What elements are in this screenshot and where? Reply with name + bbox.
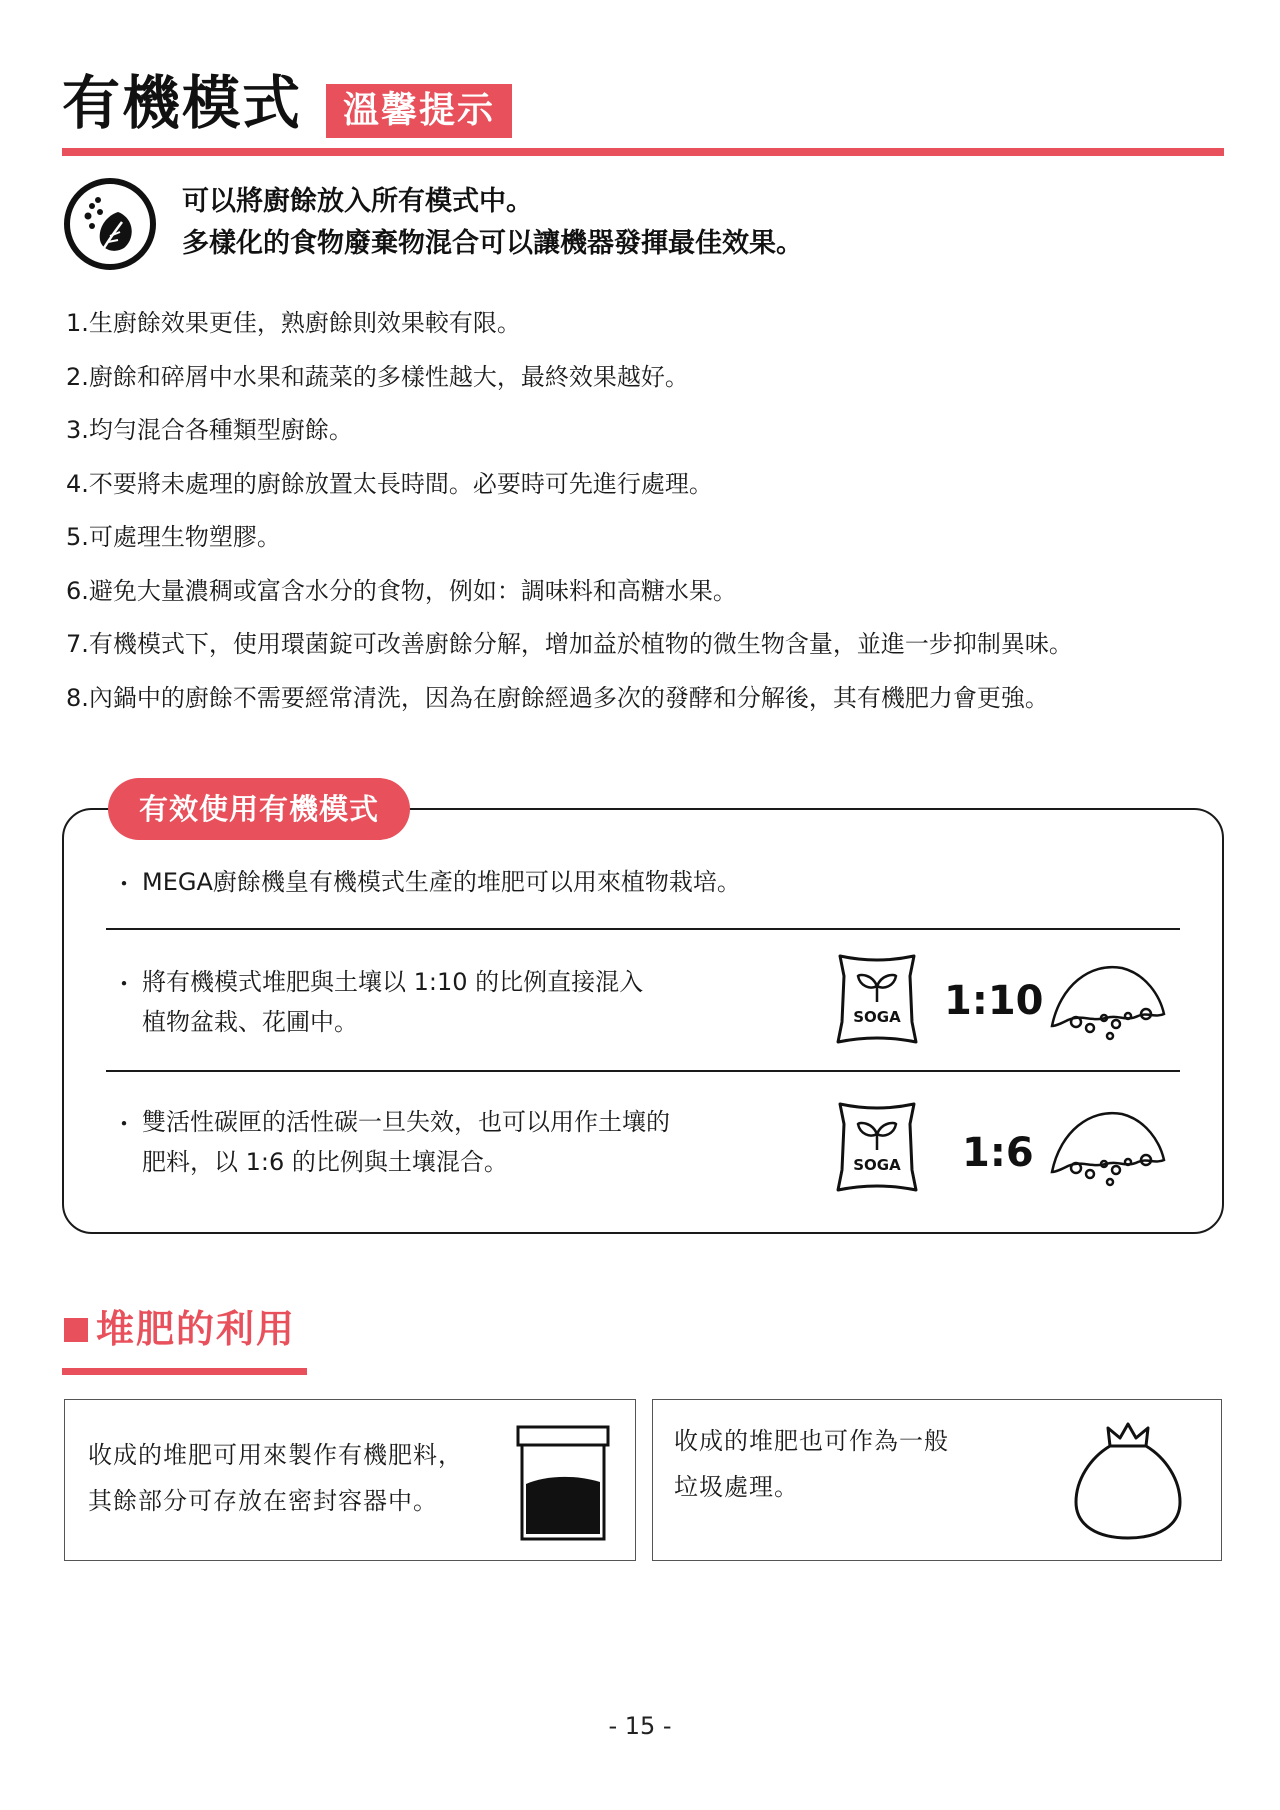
soil-pile-icon bbox=[1046, 1102, 1170, 1192]
bag-label: SOGA bbox=[853, 1156, 901, 1174]
ratio-1-10: 1:10 bbox=[944, 978, 1044, 1024]
list-item: 6.避免大量濃稠或富含水分的食物，例如：調味料和高糖水果。 bbox=[66, 576, 737, 605]
page-title: 有機模式 bbox=[62, 69, 303, 137]
tips-list bbox=[66, 297, 1073, 725]
usage-bullet-2-line-2: 植物盆栽、花圃中。 bbox=[142, 1008, 358, 1036]
list-item: 4.不要將未處理的廚餘放置太長時間。必要時可先進行處理。 bbox=[66, 469, 713, 498]
soil-bag-icon bbox=[832, 952, 922, 1046]
tips-badge: 溫馨提示 bbox=[326, 84, 512, 138]
list-item: 3.均勻混合各種類型廚餘。 bbox=[66, 416, 353, 444]
list-item: 5.可處理生物塑膠。 bbox=[66, 523, 281, 551]
divider bbox=[106, 1070, 1180, 1072]
leaf-icon bbox=[62, 176, 158, 272]
list-item: 7.有機模式下，使用環菌錠可改善廚餘分解，增加益於植物的微生物含量，並進一步抑制異味。 bbox=[66, 630, 1073, 658]
usage-bullet-1: MEGA廚餘機皇有機模式生產的堆肥可以用來植物栽培。 bbox=[142, 868, 741, 896]
page-number: - 15 - bbox=[608, 1712, 672, 1740]
bullet-mark: ・ bbox=[112, 1110, 136, 1138]
section-rule bbox=[62, 1368, 307, 1375]
tip-line-1: 可以將廚餘放入所有模式中。 bbox=[182, 186, 533, 217]
sealed-jar-icon bbox=[514, 1424, 612, 1542]
bullet-mark: ・ bbox=[112, 970, 136, 998]
tip-line-2: 多樣化的食物廢棄物混合可以讓機器發揮最佳效果。 bbox=[182, 228, 803, 259]
card1-line-2: 其餘部分可存放在密封容器中。 bbox=[88, 1487, 438, 1515]
card2-line-1: 收成的堆肥也可作為一般 bbox=[674, 1427, 949, 1455]
ratio-1-6: 1:6 bbox=[962, 1130, 1034, 1176]
divider bbox=[106, 928, 1180, 930]
bag-label: SOGA bbox=[853, 1008, 901, 1026]
usage-bullet-2-line-1: 將有機模式堆肥與土壤以 1:10 的比例直接混入 bbox=[142, 968, 644, 996]
card2-line-2: 垃圾處理。 bbox=[674, 1473, 799, 1501]
section-square bbox=[64, 1318, 88, 1342]
list-item: 8.內鍋中的廚餘不需要經常清洗，因為在廚餘經過多次的發酵和分解後，其有機肥力會更強。 bbox=[66, 683, 1049, 712]
soil-bag-icon bbox=[832, 1100, 922, 1194]
usage-bullet-3-line-2: 肥料，以 1:6 的比例與土壤混合。 bbox=[142, 1148, 508, 1176]
bullet-mark: ・ bbox=[112, 870, 136, 898]
header-rule bbox=[62, 148, 1224, 156]
soil-pile-icon bbox=[1046, 956, 1170, 1046]
list-item: 1.生廚餘效果更佳，熟廚餘則效果較有限。 bbox=[66, 309, 521, 337]
list-item: 2.廚餘和碎屑中水果和蔬菜的多樣性越大，最終效果越好。 bbox=[66, 362, 689, 391]
card1-line-1: 收成的堆肥可用來製作有機肥料， bbox=[88, 1441, 463, 1469]
section-title: 堆肥的利用 bbox=[96, 1307, 297, 1351]
usage-pill-title: 有效使用有機模式 bbox=[108, 778, 410, 840]
trash-bag-icon bbox=[1070, 1418, 1186, 1542]
usage-bullet-3-line-1: 雙活性碳匣的活性碳一旦失效，也可以用作土壤的 bbox=[142, 1108, 670, 1136]
